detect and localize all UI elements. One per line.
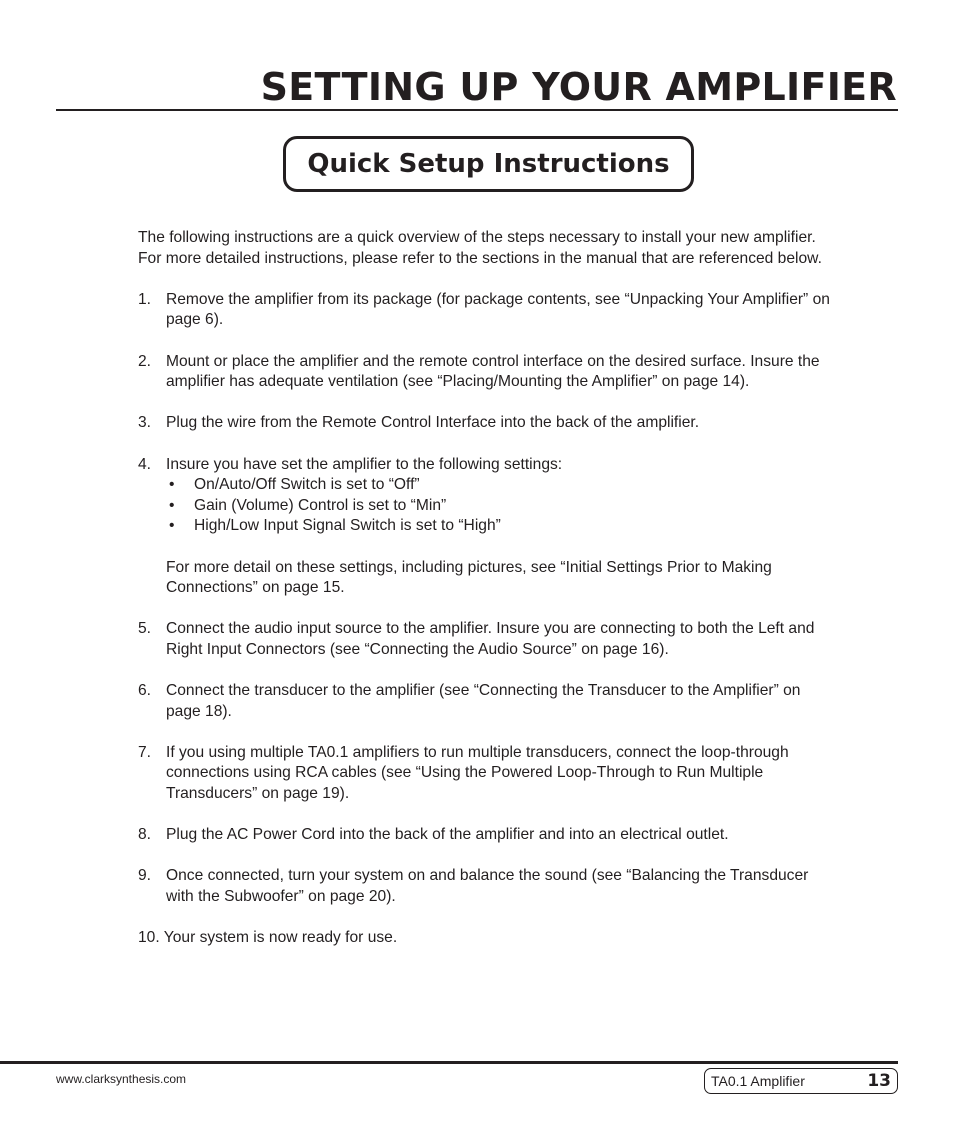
list-item [138, 455, 838, 599]
step-text: Plug the wire from the Remote Control Interface into the back of the amplifier. [166, 414, 700, 432]
step-number: 2. [138, 352, 152, 370]
bullet-icon: • [169, 496, 175, 514]
step-text: Connect the transducer to the amplifier (see “Connecting the Transducer to the Amplifier” on page 18). [166, 682, 801, 720]
settings-bullet-list [166, 475, 838, 537]
step-text: Remove the amplifier from its package (for package contents, see “Unpacking Your Amplifier” on page 6). [166, 290, 830, 329]
list-item [138, 866, 838, 907]
step-number: 6. [138, 682, 152, 700]
list-item [138, 290, 838, 331]
section-heading: Quick Setup Instructions [307, 149, 670, 179]
footer-model-name: TA0.1 Amplifier [711, 1073, 805, 1089]
step-number: 5. [138, 620, 152, 638]
step-text: Your system is now ready for use. [163, 929, 398, 947]
section-heading-box [283, 136, 694, 192]
bullet-icon: • [169, 476, 175, 494]
intro-paragraph: The following instructions are a quick overview of the steps necessary to install your new amplifier. For more detailed instructions, please refer to the sections in the manual that are referenced below. [138, 229, 822, 267]
step-text: If you using multiple TA0.1 amplifiers to run multiple transducers, connect the loop-through connections using RCA cables (see “Using the Powered Loop-Through to Run Multiple Transducers” on page 19). [166, 743, 789, 803]
step-number: 10. [138, 929, 160, 947]
bullet-item [166, 516, 838, 537]
list-item [138, 352, 838, 393]
list-item [138, 825, 838, 846]
step-number: 4. [138, 455, 152, 473]
step-text: Mount or place the amplifier and the remote control interface on the desired surface. Insure the amplifier has adequate ventilation (see “Placing/Mounting the Amplifier” on page 14). [166, 352, 820, 391]
step-text: Once connected, turn your system on and balance the sound (see “Balancing the Transducer with the Subwoofer” on page 20). [166, 867, 809, 905]
instructions-body [138, 228, 838, 969]
list-item [138, 619, 838, 660]
list-item [138, 743, 838, 805]
steps-list [138, 290, 838, 949]
step-number: 3. [138, 414, 152, 432]
step-text: Insure you have set the amplifier to the following settings: [166, 455, 563, 473]
step-number: 9. [138, 867, 152, 885]
step-number: 1. [138, 290, 152, 308]
title-underline-divider [56, 109, 898, 111]
bullet-item [166, 475, 838, 496]
step-number: 7. [138, 743, 152, 761]
list-item [138, 413, 838, 434]
list-item [138, 681, 838, 722]
bullet-text: On/Auto/Off Switch is set to “Off” [194, 476, 420, 494]
bullet-text: Gain (Volume) Control is set to “Min” [194, 496, 447, 514]
page-title: SETTING UP YOUR AMPLIFIER [260, 65, 897, 109]
list-item [138, 928, 838, 949]
step-number: 8. [138, 826, 152, 844]
step-text: Connect the audio input source to the amplifier. Insure you are connecting to both the Left and Right Input Connectors (see “Connecting the Audio Source” on page 16). [166, 620, 815, 658]
bullet-item [166, 496, 838, 517]
footer-website: www.clarksynthesis.com [56, 1072, 187, 1086]
settings-note: For more detail on these settings, including pictures, see “Initial Settings Prior to Making Connections” on page 15. [166, 558, 772, 597]
footer-divider [0, 1061, 898, 1064]
footer-page-tag [704, 1068, 898, 1094]
bullet-icon: • [169, 517, 175, 535]
bullet-text: High/Low Input Signal Switch is set to “High” [194, 517, 501, 535]
page-number: 13 [867, 1071, 891, 1091]
step-text: Plug the AC Power Cord into the back of the amplifier and into an electrical outlet. [166, 826, 729, 844]
